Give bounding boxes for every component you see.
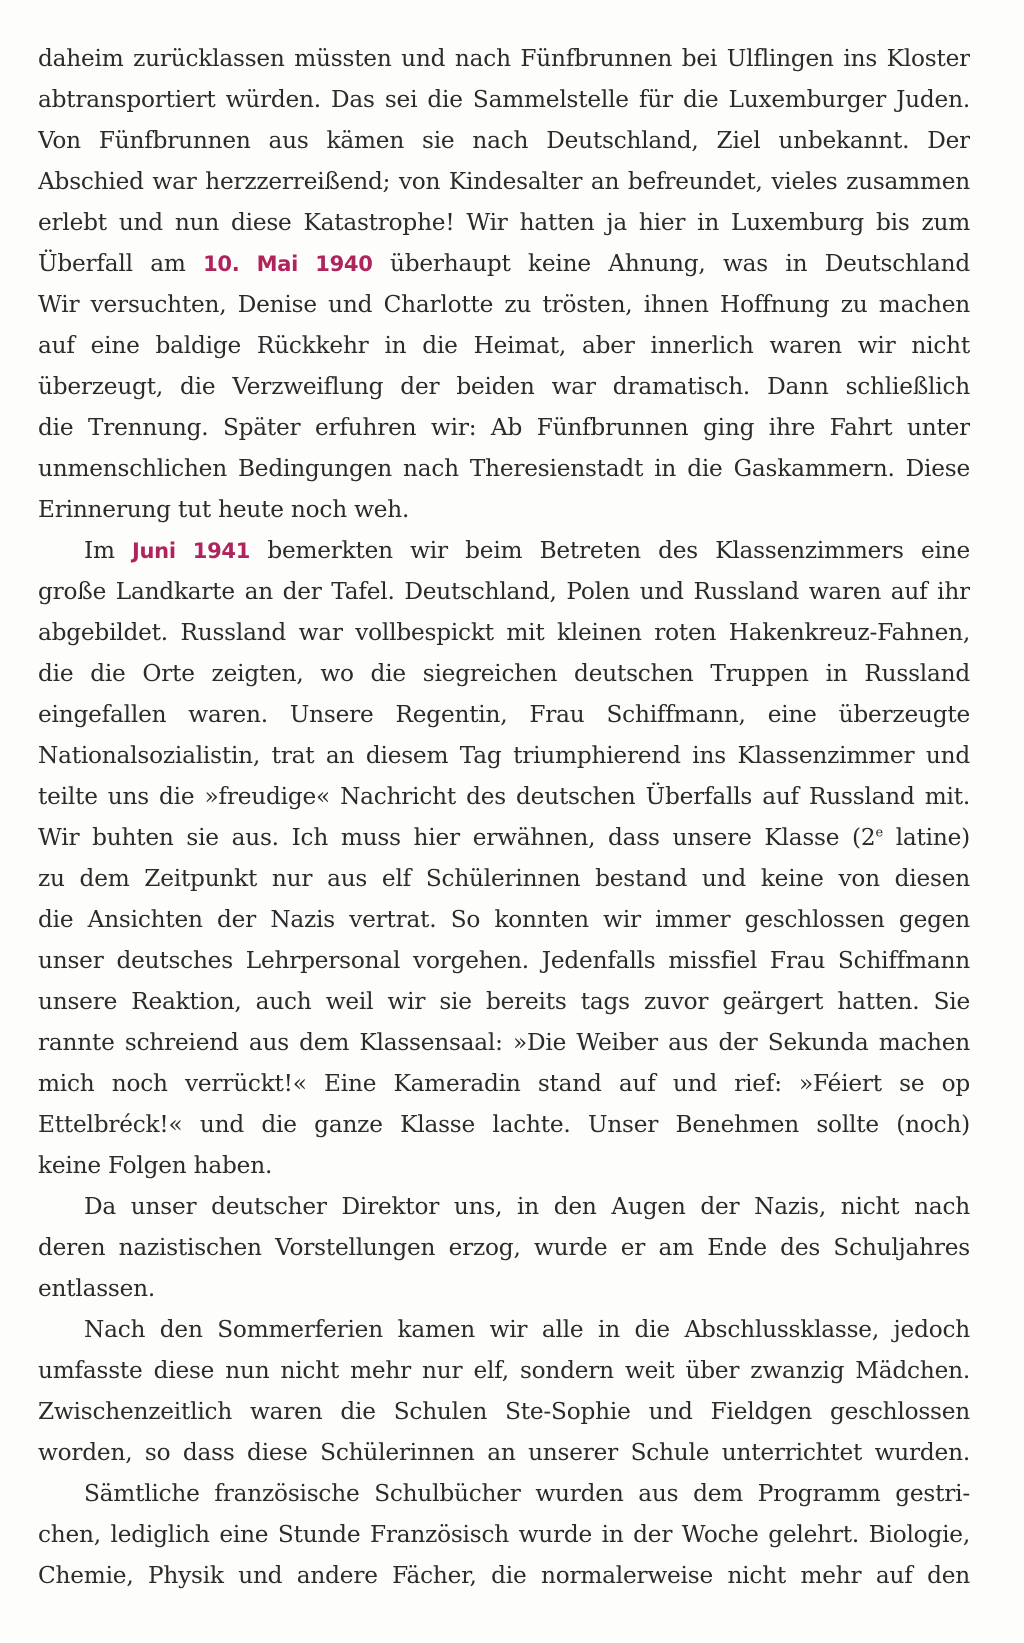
text-line: daheim zurücklassen müssten und nach Fünfbrunnen bei Ulflingen ins Kloster [38,45,970,72]
body-text [38,38,970,1596]
text-line: deren nazistischen Vorstellungen erzog, wurde er am Ende des Schuljahres [38,1234,970,1261]
date-highlight: 10. Mai 1940 [203,252,373,276]
paragraph-start-line: Nach den Sommerferien kamen wir alle in die Abschlussklasse, jedoch [84,1316,970,1343]
text-line: teilte uns die »freudige« Nachricht des deutschen Überfalls auf Russland mit. [38,783,970,810]
text-line: entlassen. [38,1275,156,1302]
text-line: die Ansichten der Nazis vertrat. So konnten wir immer geschlossen gegen [38,906,970,933]
paragraph-start-line: Da unser deutscher Direktor uns, in den Augen der Nazis, nicht nach [84,1193,970,1220]
date-highlight: Juni 1941 [132,539,251,563]
text-line: unsere Reaktion, auch weil wir sie bereits tags zuvor geärgert hatten. Sie [38,988,970,1015]
text-line: überzeugt, die Verzweiflung der beiden war dramatisch. Dann schließlich [38,373,970,400]
text-line: worden, so dass diese Schülerinnen an unserer Schule unterrichtet wurden. [38,1439,970,1466]
text-line: eingefallen waren. Unsere Regentin, Frau Schiffmann, eine überzeugte [38,701,970,728]
text-run: bemerkten wir beim Betreten des Klassenzimmers eine [250,537,970,564]
superscript: e [875,825,883,841]
text-line [38,817,970,858]
text-line: keine Folgen haben. [38,1152,273,1179]
text-line: abtransportiert würden. Das sei die Sammelstelle für die Luxemburger Juden. [38,86,970,113]
text-run: Wir buhten sie aus. Ich muss hier erwähnen, dass unsere Klasse (2 [38,824,876,851]
text-line: Von Fünfbrunnen aus kämen sie nach Deutschland, Ziel unbekannt. Der [38,127,970,154]
text-line: auf eine baldige Rückkehr in die Heimat, aber innerlich waren wir nicht [38,332,970,359]
text-line: chen, lediglich eine Stunde Französisch wurde in der Woche gelehrt. Biologie, [38,1521,970,1548]
text-line: Ettelbréck!« und die ganze Klasse lachte. Unser Benehmen sollte (noch) [38,1111,970,1138]
text-line: Zwischenzeitlich waren die Schulen Ste-Sophie und Fieldgen geschlossen [38,1398,970,1425]
text-run: Überfall am [38,250,204,277]
text-line: rannte schreiend aus dem Klassensaal: »Die Weiber aus der Sekunda machen [38,1029,970,1056]
text-line: mich noch verrückt!« Eine Kameradin stand auf und rief: »Féiert se op [38,1070,970,1097]
text-line: Chemie, Physik und andere Fächer, die normalerweise nicht mehr auf den [38,1562,970,1589]
text-line: umfasste diese nun nicht mehr nur elf, sondern weit über zwanzig Mädchen. [38,1357,970,1384]
text-line: Abschied war herzzerreißend; von Kindesalter an befreundet, vieles zusammen [38,168,970,195]
paragraph-start-line [38,530,970,571]
paragraph-start-line: Sämtliche französische Schulbücher wurden aus dem Programm gestri- [84,1480,970,1507]
text-line: Wir versuchten, Denise und Charlotte zu trösten, ihnen Hoffnung zu machen [38,291,970,318]
text-run: überhaupt keine Ahnung, was in Deutschland [389,250,970,277]
text-line: Erinnerung tut heute noch weh. [38,496,410,523]
text-line: Nationalsozialistin, trat an diesem Tag triumphierend ins Klassenzimmer und [38,742,970,769]
text-line: große Landkarte an der Tafel. Deutschland, Polen und Russland waren auf ihr [38,578,970,605]
text-line: unmenschlichen Bedingungen nach Theresienstadt in die Gaskammern. Diese [38,455,970,482]
text-line: erlebt und nun diese Katastrophe! Wir hatten ja hier in Luxemburg bis zum [38,209,970,236]
text-line: unser deutsches Lehrpersonal vorgehen. Jedenfalls missfiel Frau Schiffmann [38,947,970,974]
text-line: die die Orte zeigten, wo die siegreichen deutschen Truppen in Russland [38,660,970,687]
text-line [38,243,970,284]
text-line: die Trennung. Später erfuhren wir: Ab Fünfbrunnen ging ihre Fahrt unter [38,414,970,441]
text-line: abgebildet. Russland war vollbespickt mit kleinen roten Hakenkreuz-Fahnen, [38,619,970,646]
text-line: zu dem Zeitpunkt nur aus elf Schülerinnen bestand und keine von diesen [38,865,970,892]
text-run: latine) [882,824,970,851]
text-run: Im [84,537,132,564]
